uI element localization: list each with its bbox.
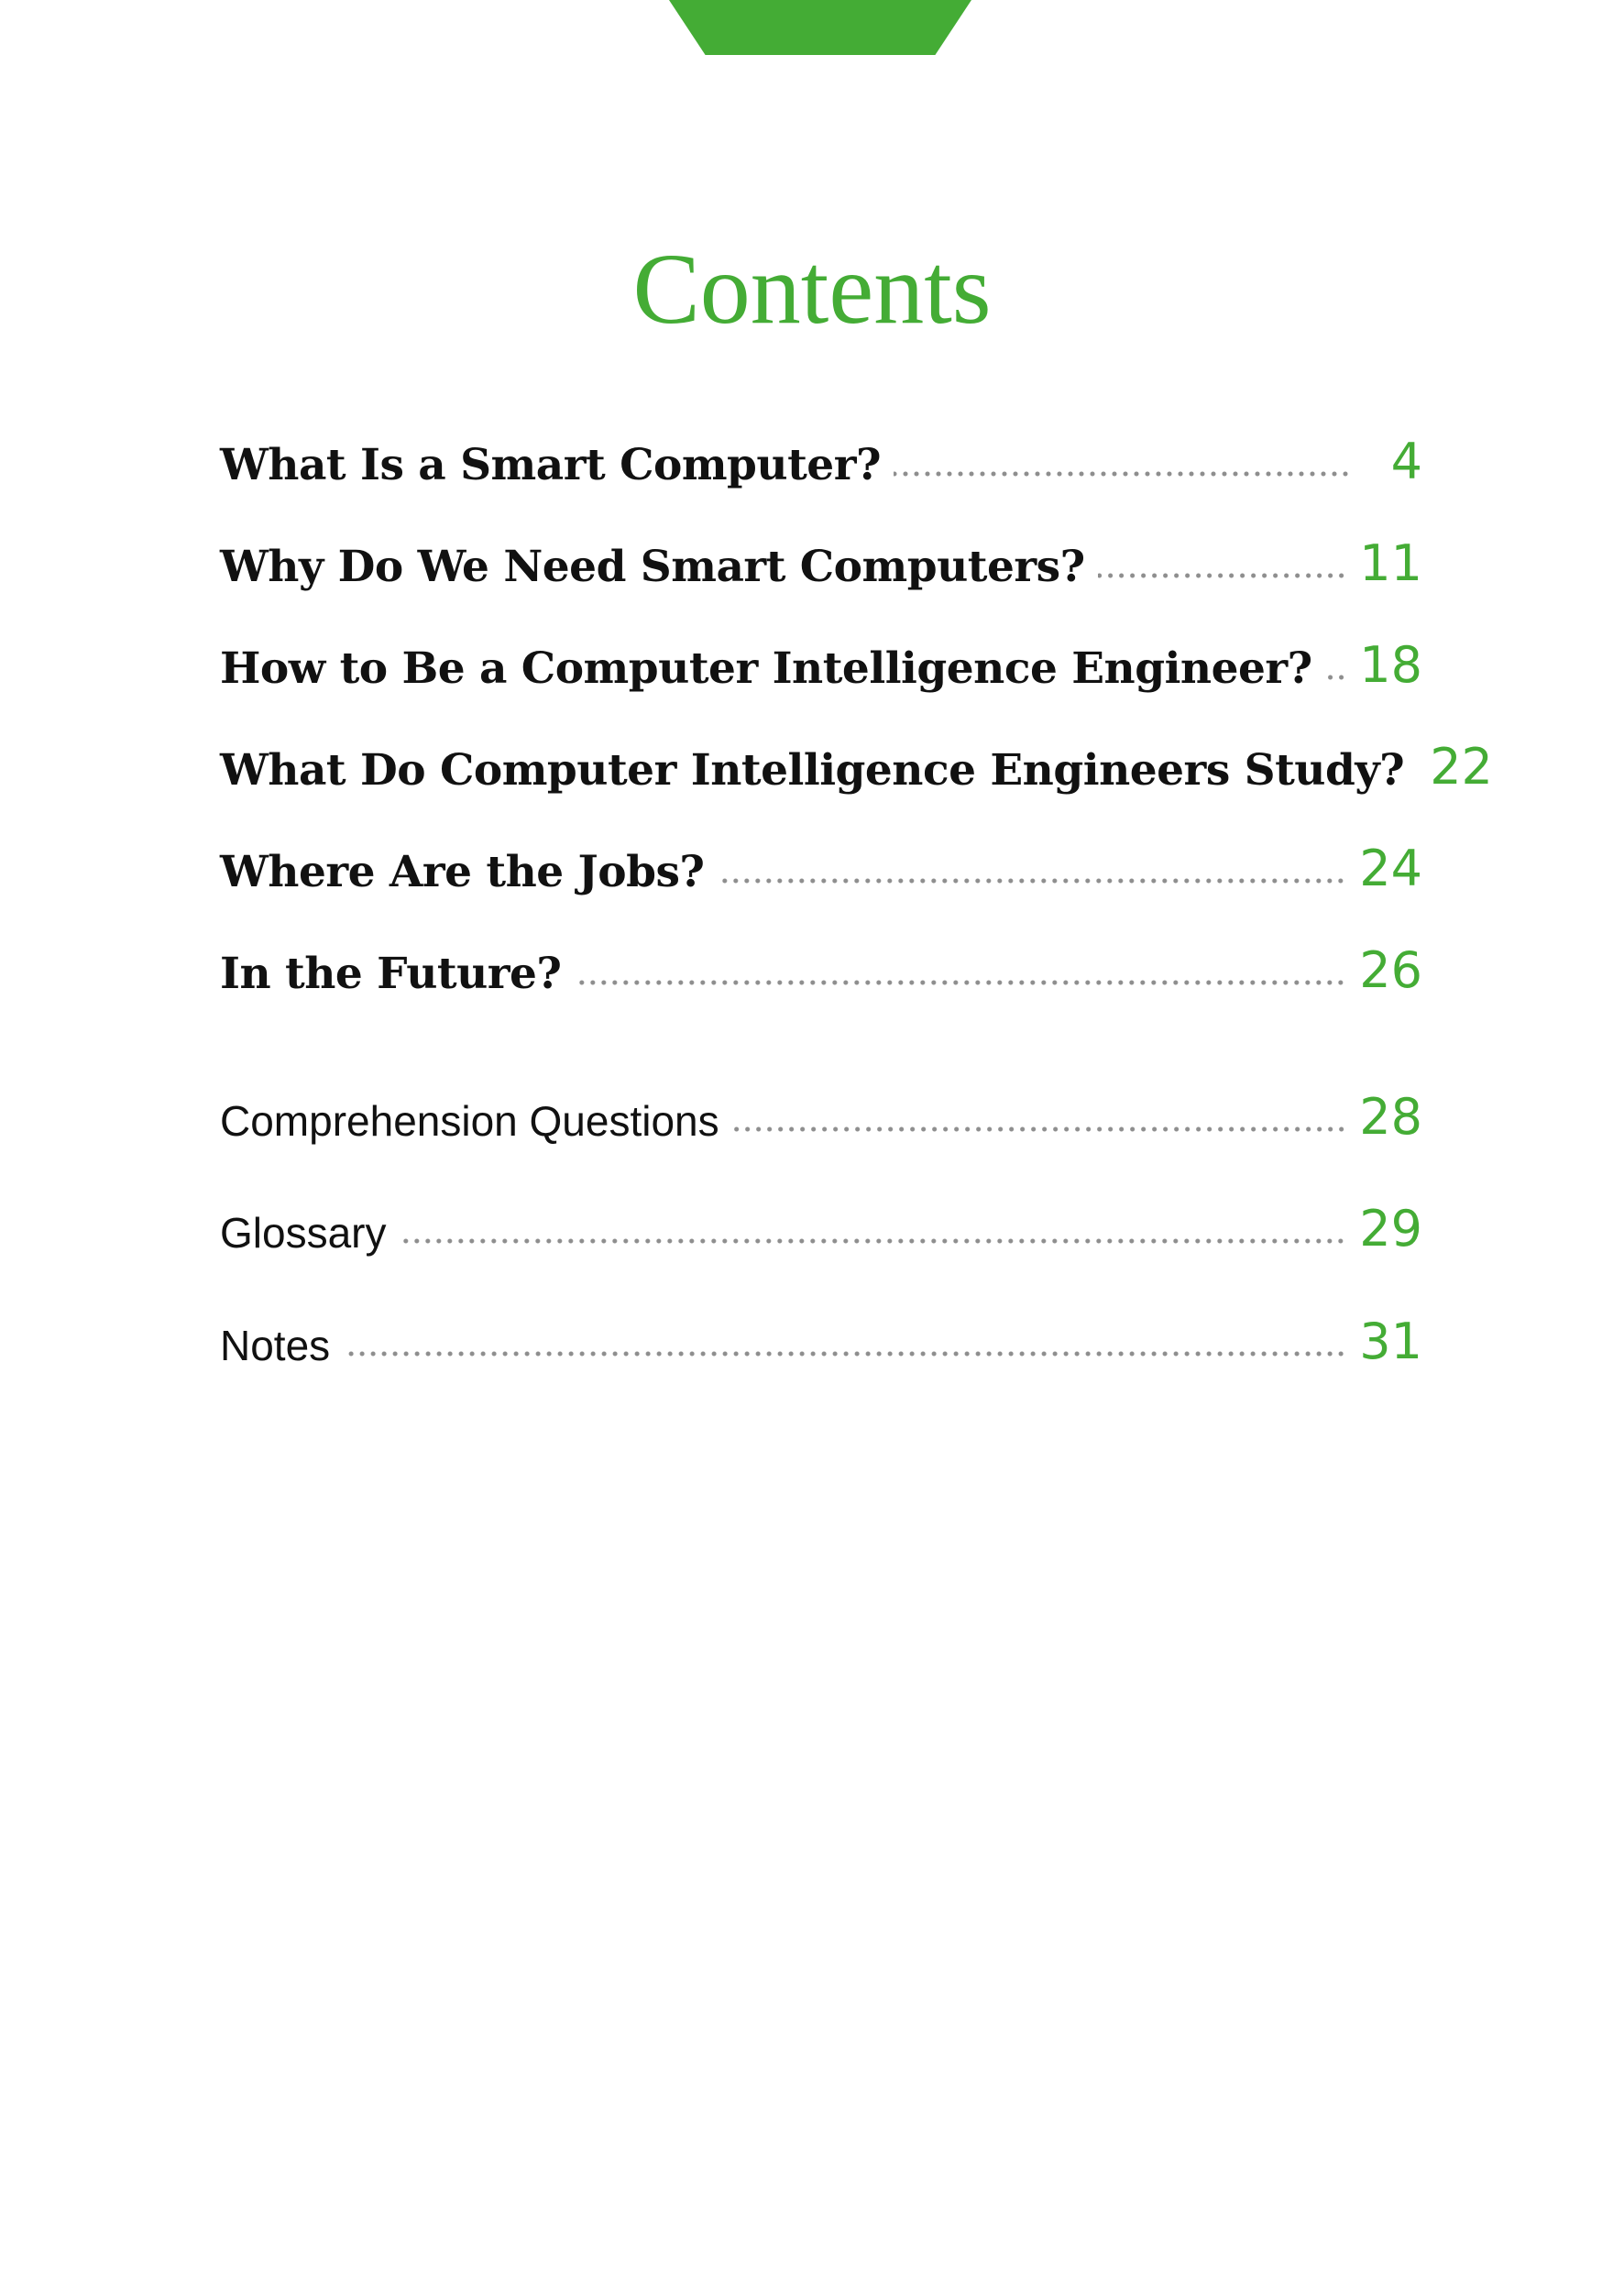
toc-entry-page-number: 26 <box>1359 941 1422 999</box>
toc-entry-why-need-smart-computers[interactable] <box>220 519 1422 601</box>
dot-leader <box>717 872 1346 890</box>
dot-leader <box>732 1120 1347 1138</box>
toc-entry-what-do-engineers-study[interactable] <box>220 722 1493 805</box>
toc-entry-how-to-be-engineer[interactable] <box>220 621 1422 703</box>
toc-entry-page-number: 18 <box>1359 636 1422 694</box>
toc-entry-label: Glossary <box>220 1209 387 1257</box>
toc-entry-page-number: 29 <box>1359 1200 1422 1258</box>
dot-leader <box>1098 566 1347 585</box>
toc-entry-glossary[interactable] <box>220 1184 1422 1267</box>
toc-entry-label: Comprehension Questions <box>220 1097 719 1145</box>
dot-leader <box>894 465 1351 483</box>
toc-entry-label: Why Do We Need Smart Computers? <box>220 542 1085 592</box>
toc-entry-page-number: 24 <box>1359 840 1422 897</box>
top-decorative-tab <box>669 0 971 55</box>
dot-leader <box>343 1345 1346 1363</box>
dot-leader <box>1325 668 1347 687</box>
toc-entry-label: Notes <box>220 1322 331 1369</box>
toc-entry-label: How to Be a Computer Intelligence Engineer? <box>220 643 1312 694</box>
toc-entry-label: In the Future? <box>220 949 562 999</box>
toc-entry-label: Where Are the Jobs? <box>220 847 705 897</box>
toc-entry-label: What Is a Smart Computer? <box>220 440 882 490</box>
toc-entry-page-number: 22 <box>1430 738 1493 796</box>
toc-entry-page-number: 11 <box>1359 534 1422 592</box>
page-title: Contents <box>632 233 992 345</box>
toc-entry-page-number: 31 <box>1359 1313 1422 1370</box>
toc-entry-label: What Do Computer Intelligence Engineers Study? <box>220 745 1405 796</box>
toc-entry-page-number: 4 <box>1390 433 1422 490</box>
toc-entry-what-is-smart-computer[interactable] <box>220 417 1422 500</box>
toc-entry-notes[interactable] <box>220 1297 1422 1379</box>
toc-entry-page-number: 28 <box>1359 1088 1422 1146</box>
dot-leader <box>399 1232 1346 1250</box>
toc-entry-where-are-jobs[interactable] <box>220 824 1422 906</box>
dot-leader <box>574 973 1346 992</box>
toc-entry-in-the-future[interactable] <box>220 926 1422 1008</box>
toc-entry-comprehension-questions[interactable] <box>220 1072 1422 1155</box>
